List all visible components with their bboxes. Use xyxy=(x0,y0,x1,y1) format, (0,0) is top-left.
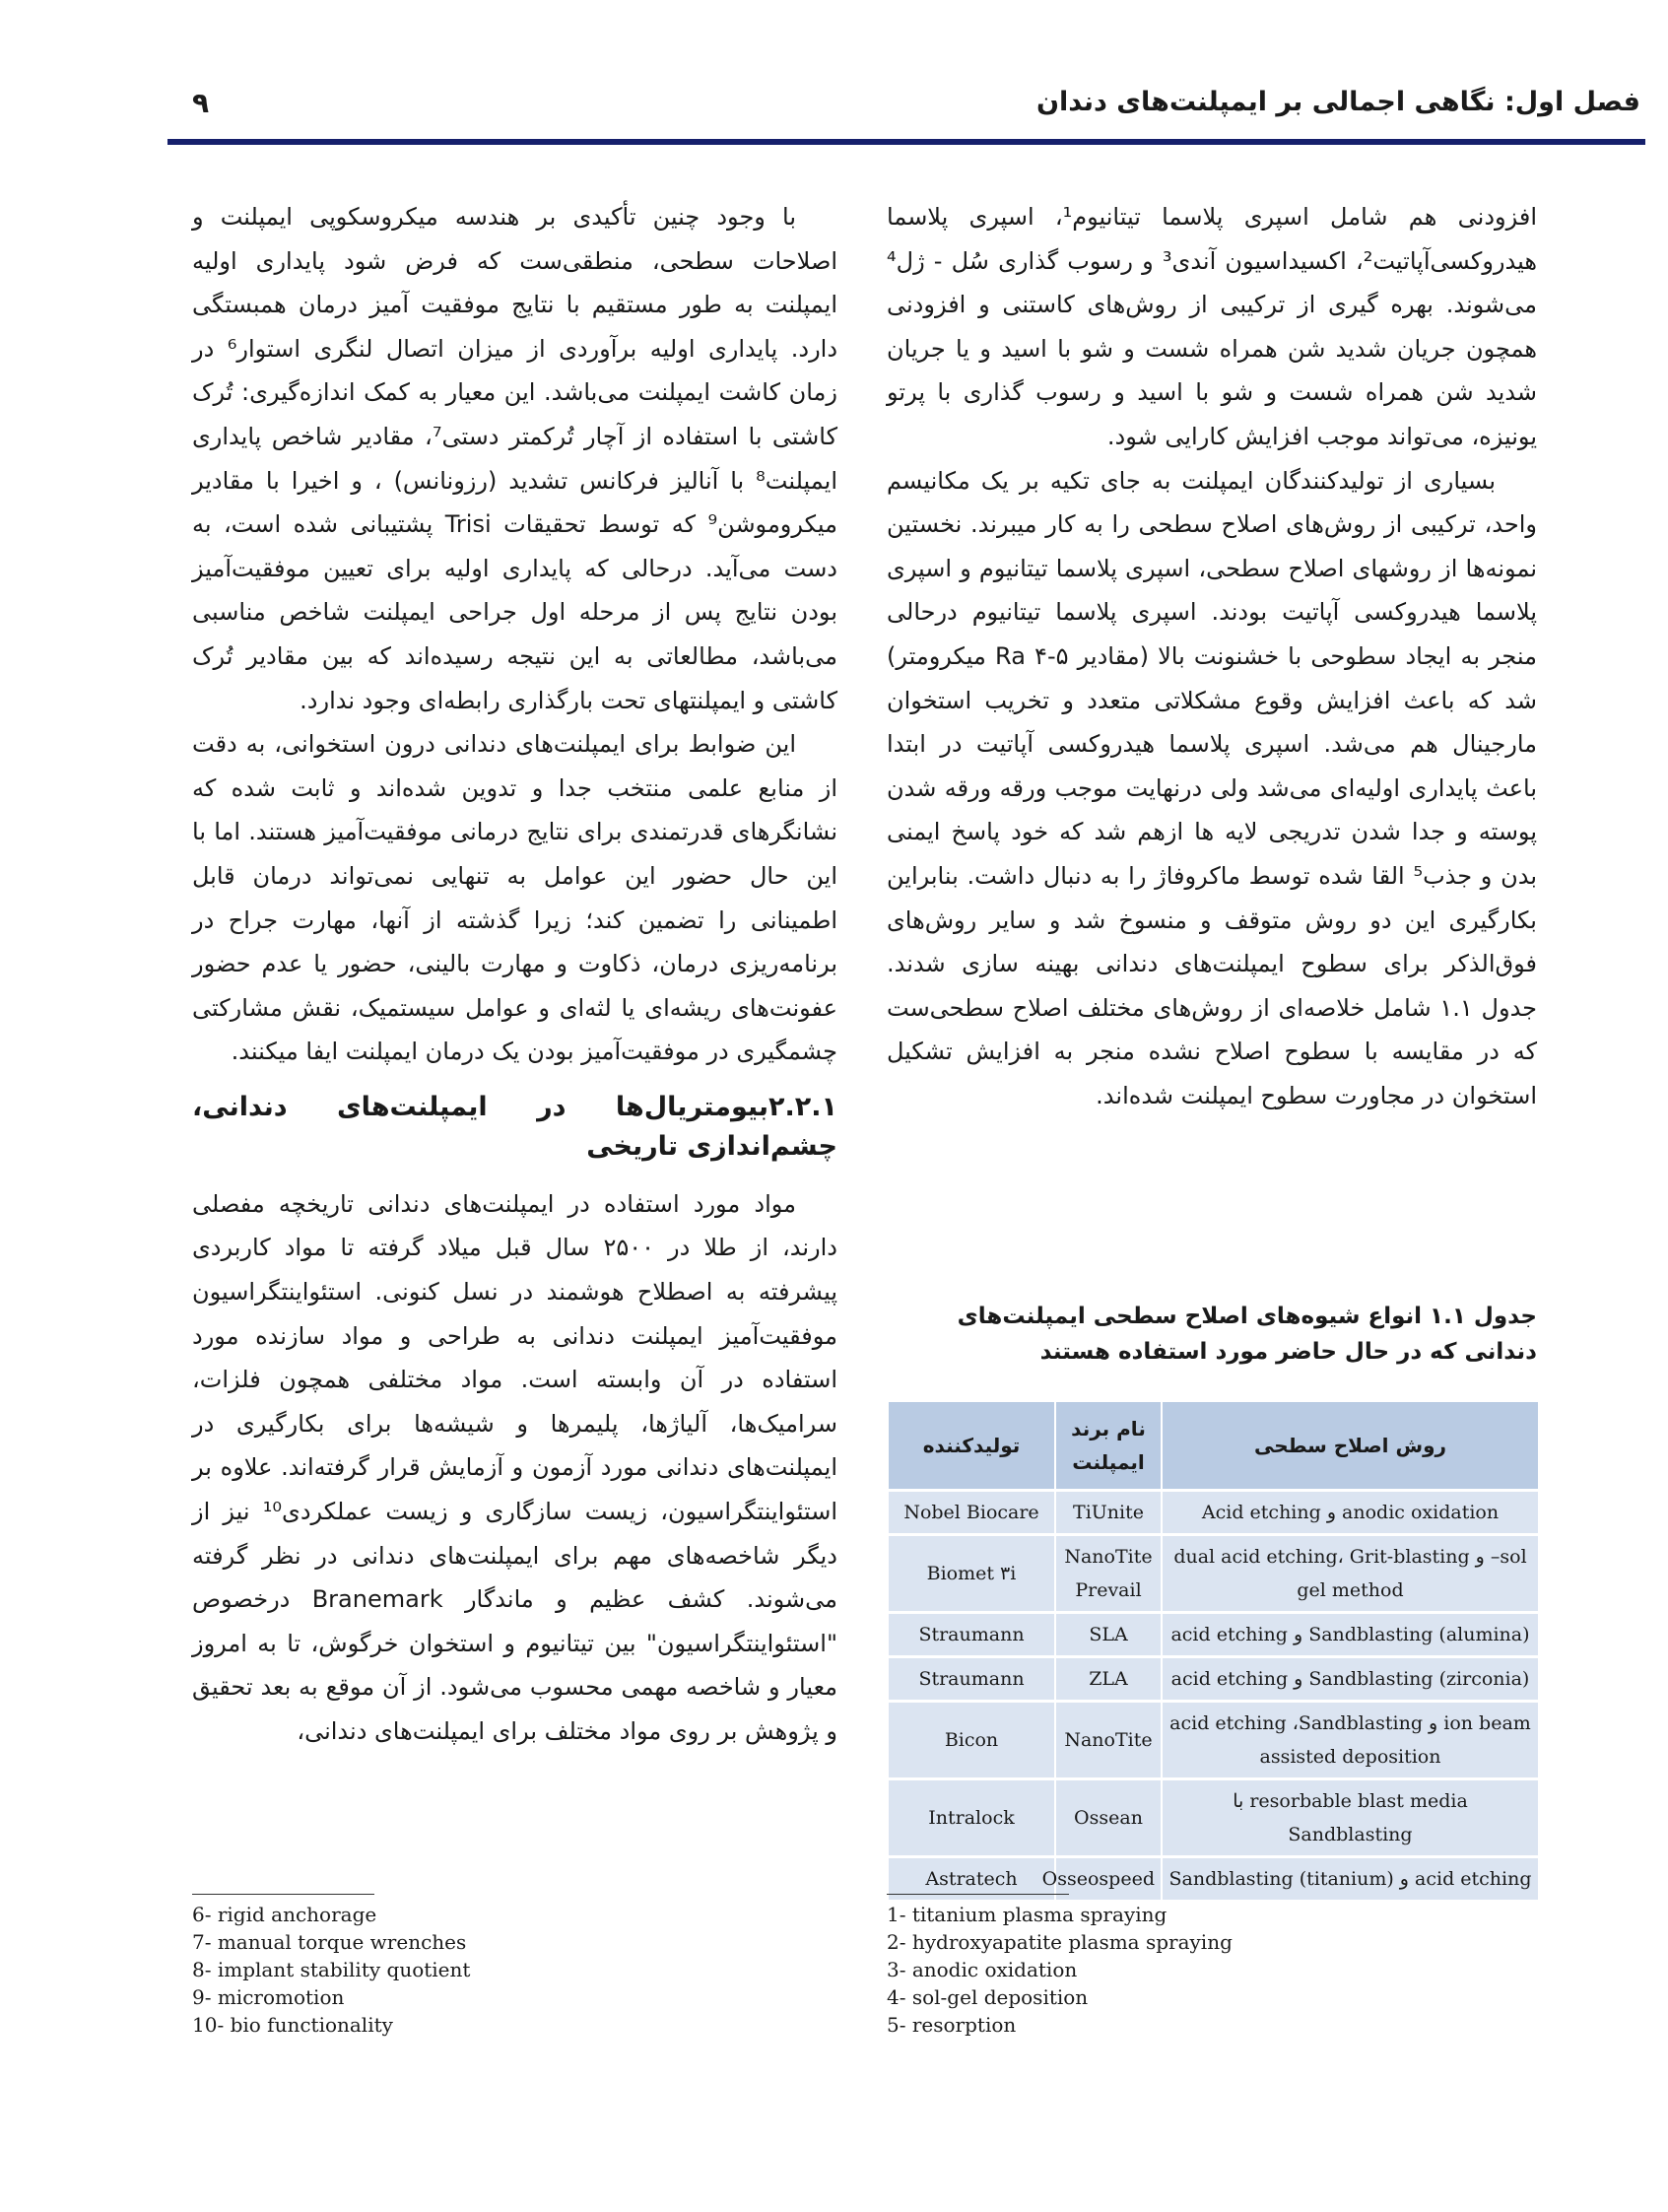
header-rule xyxy=(167,139,1645,145)
table-row xyxy=(888,1779,1538,1857)
cell-method: resorbable blast media با Sandblasting xyxy=(1162,1779,1538,1857)
paragraph: این ضوابط برای ایمپلنت‌های دندانی درون استخوانی، به دقت از منابع علمی منتخب جدا و تدوین شده‌اند و ثابت شده که نشانگرهای قدرتمندی برای نتایج درمانی موفقیت‌آمیز هستند. اما با این حال حضور این عوامل به تنهایی نمی‌تواند درمان قابل اطمینانی را تضمین کند؛ زیرا گذشته از آنها، مهارت جراح در برنامه‌ریزی درمان، ذکاوت و مهارت بالینی، حضور یا عدم حضور عفونت‌های ریشه‌ای یا لثه‌ای و عوامل سیستمیک، نقش مشارکتی چشمگیری در موفقیت‌آمیز بودن یک درمان ایمپلنت ایفا میکنند. xyxy=(192,730,837,1066)
cell-brand: NanoTite xyxy=(1055,1702,1162,1779)
footnote: 6- rigid anchorage xyxy=(192,1903,377,1926)
footnote: 5- resorption xyxy=(887,2013,1017,2037)
page-number: ۹ xyxy=(192,87,210,119)
cell-brand: Ossean xyxy=(1055,1779,1162,1857)
section-heading: ۲.۲.۱بیومتریال‌ها در ایمپلنت‌های دندانی، چشم‌اندازی تاریخی xyxy=(192,1091,837,1162)
cell-method: acid etching و (Sandblasting (titanium xyxy=(1162,1857,1538,1902)
table-row xyxy=(888,1491,1538,1535)
cell-maker: Intralock xyxy=(888,1779,1055,1857)
chapter-title: فصل اول: نگاهی اجمالی بر ایمپلنت‌های دندان xyxy=(1035,87,1640,117)
cell-brand: TiUnite xyxy=(1055,1491,1162,1535)
header-method: روش اصلاح سطحی xyxy=(1162,1402,1538,1491)
table-row xyxy=(888,1535,1538,1613)
cell-maker: Straumann xyxy=(888,1613,1055,1657)
cell-method: Sandblasting (alumina) و acid etching xyxy=(1162,1613,1538,1657)
footnote: 4- sol-gel deposition xyxy=(887,1985,1089,2009)
cell-brand: Osseospeed xyxy=(1055,1857,1162,1902)
paragraph: با وجود چنین تأکیدی بر هندسه میکروسکوپی ایمپلنت و اصلاحات سطحی، منطقی‌ست که فرض شود پایداری اولیه ایمپلنت به طور مستقیم با نتایج موفقیت آمیز درمان همبستگی دارد. پایداری اولیه برآوردی از میزان اتصال لنگری استوار⁶ در زمان کاشت ایمپلنت می‌باشد. این معیار به کمک اندازه‌گیری: تُرک کاشتی با استفاده از آچار تُرکمتر دستی⁷، مقادیر شاخص پایداری ایمپلنت⁸ با آنالیز فرکانس تشدید (رزونانس) ، و اخیرا با مقادیر میکروموشن⁹ که توسط تحقیقات Trisi پشتیبانی شده است، به دست می‌آید. درحالی که پایداری اولیه برای تعیین موفقیت‌آمیز بودن نتایج پس از مرحله اول جراحی ایمپلنت شاخص مناسبی می‌باشد، مطالعاتی به این نتیجه رسیده‌اند که بین مقادیر تُرک کاشتی و ایمپلنتهای تحت بارگذاری رابطه‌ای وجود ندارد. xyxy=(192,203,838,714)
cell-maker: Straumann xyxy=(888,1657,1055,1702)
footnote: 2- hydroxyapatite plasma spraying xyxy=(887,1930,1233,1954)
table-row xyxy=(888,1702,1538,1779)
table-caption: جدول ۱.۱ انواع شیوه‌های اصلاح سطحی ایمپلنت‌های دندانی که در حال حاضر مورد استفاده هستند xyxy=(957,1304,1537,1365)
paragraph: افزودنی هم شامل اسپری پلاسما تیتانیوم¹، اسپری پلاسما هیدروکسی‌آپاتیت²، اکسیداسیون آندی³ و رسوب گذاری سُل - ژل⁴ می‌شوند. بهره گیری از ترکیبی از روش‌های کاستنی و افزودنی همچون جریان شدید شن همراه شست و شو با اسید و یا جریان شدید شن همراه شست و شو با اسید و رسوب گذاری با پرتو یونیزه، می‌تواند موجب افزایش کارایی شود. xyxy=(887,203,1538,450)
footnote-rule xyxy=(887,1894,1069,1895)
footnote: 8- implant stability quotient xyxy=(192,1958,471,1981)
cell-method: anodic oxidation و Acid etching xyxy=(1162,1491,1538,1535)
footnote: 9- micromotion xyxy=(192,1985,345,2009)
footnote-rule xyxy=(192,1894,374,1895)
paragraph: مواد مورد استفاده در ایمپلنت‌های دندانی تاریخچه مفصلی دارند، از طلا در ۲۵۰۰ سال قبل میلاد گرفته تا مواد کاربردی پیشرفته به اصطلاح هوشمند در نسل کنونی. استئواینتگراسیون موفقیت‌آمیز ایمپلنت دندانی به طراحی و مواد سازنده مورد استفاده در آن وابسته است. مواد مختلفی همچون فلزات، سرامیک‌ها، آلیاژها، پلیمرها و شیشه‌ها برای بکارگیری در ایمپلنت‌های دندانی مورد آزمون و آزمایش قرار گرفته‌اند. علاوه بر استئواینتگراسیون، زیست سازگاری و زیست عملکردی¹⁰ نیز از دیگر شاخصه‌های مهم برای ایمپلنت‌های دندانی در نظر گرفته می‌شوند. کشف عظیم و ماندگار Branemark درخصوص "استئواینتگراسیون" بین تیتانیوم و استخوان خرگوش، تا به امروز معیار و شاخصه مهمی محسوب می‌شود. از آن موقع به بعد تحقیق و پژوهش بر روی مواد مختلف برای ایمپلنت‌های دندانی، xyxy=(192,1189,838,1745)
running-header xyxy=(192,87,1640,126)
cell-maker: Bicon xyxy=(888,1702,1055,1779)
table-header-row xyxy=(888,1402,1538,1491)
cell-maker: Nobel Biocare xyxy=(888,1491,1055,1535)
paragraph: بسیاری از تولیدکنندگان ایمپلنت به جای تکیه بر یک مکانیسم واحد، ترکیبی از روش‌های اصلاح سطحی را به کار میبرند. نخستین نمونه‌ها از روشهای اصلاح سطحی، اسپری پلاسما تیتانیوم و اسپری پلاسما هیدروکسی آپاتیت بودند. اسپری پلاسما تیتانیوم درحالی منجر به ایجاد سطوحی با خشنونت بالا (مقادیر Ra ۴-۵ میکرومتر) شد که باعث افزایش وقوع مشکلاتی متعدد و تخریب استخوان مارجینال هم می‌شد. اسپری پلاسما هیدروکسی آپاتیت در ابتدا باعث پایداری اولیه‌ای می‌شد ولی درنهایت موجب ورقه ورقه شدن پوسته و جدا شدن تدریجی لایه ها ازهم شد که خود پاسخ ایمنی بدن و جذب⁵ القا شده توسط ماکروفاژ را به دنبال داشت. بنابراین بکارگیری این دو روش متوقف و منسوخ شد و سایر روش‌های فوق‌الذکر برای سطوح ایمپلنت‌های دندانی بهینه سازی شدند. جدول ۱.۱ شامل خلاصه‌ای از روش‌های مختلف اصلاح سطحی‌ست که در مقایسه با سطوح اصلاح نشده منجر به افزایش تشکیل استخوان در مجاورت سطوح ایمپلنت شده‌اند. xyxy=(887,466,1538,1109)
right-column xyxy=(887,195,1537,1117)
cell-method: ion beam و acid etching ،Sandblasting assisted deposition xyxy=(1162,1702,1538,1779)
footnotes-right xyxy=(887,1894,1233,2039)
footnote: 7- manual torque wrenches xyxy=(192,1930,467,1954)
header-brand: نام برند ایمپلنت xyxy=(1055,1402,1162,1491)
cell-method: Sandblasting (zirconia) و acid etching xyxy=(1162,1657,1538,1702)
header-maker: تولیدکننده xyxy=(888,1402,1055,1491)
cell-maker: Astratech xyxy=(888,1857,1055,1902)
footnote: 3- anodic oxidation xyxy=(887,1958,1078,1981)
surface-modification-table xyxy=(887,1402,1538,1903)
cell-method: sol– و dual acid etching، Grit-blasting gel method xyxy=(1162,1535,1538,1613)
table-row xyxy=(888,1613,1538,1657)
left-column xyxy=(192,195,837,1754)
footnote: 1- titanium plasma spraying xyxy=(887,1903,1168,1926)
table-row xyxy=(888,1657,1538,1702)
cell-brand: NanoTite Prevail xyxy=(1055,1535,1162,1613)
footnotes-left xyxy=(192,1894,470,2039)
cell-brand: ZLA xyxy=(1055,1657,1162,1702)
cell-maker: Biomet ۳i xyxy=(888,1535,1055,1613)
cell-brand: SLA xyxy=(1055,1613,1162,1657)
footnote: 10- bio functionality xyxy=(192,2013,393,2037)
